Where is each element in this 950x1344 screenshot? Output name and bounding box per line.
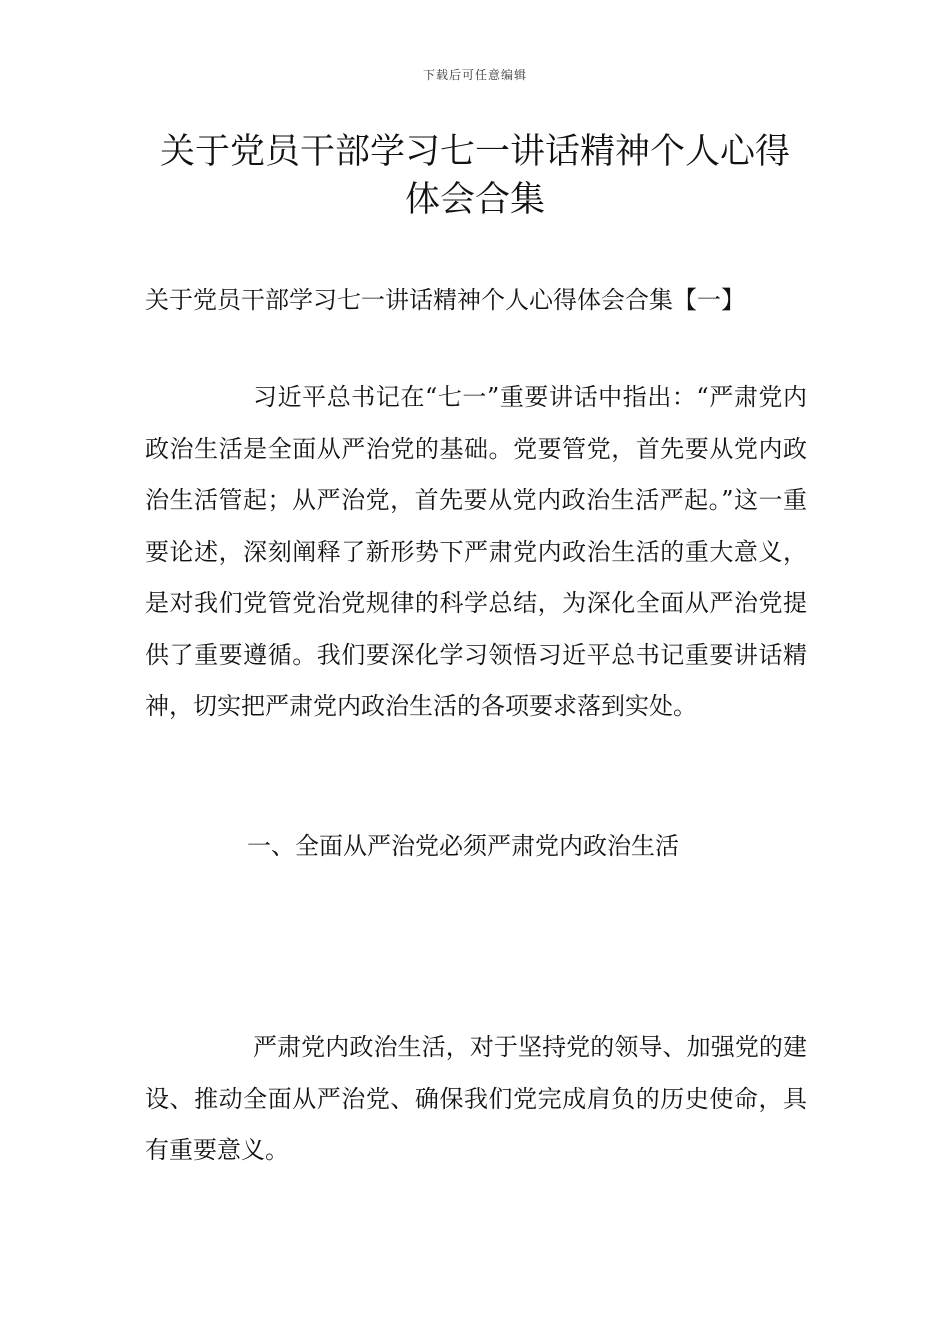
document-subtitle: 关于党员干部学习七一讲话精神个人心得体会合集【一】 — [145, 286, 745, 314]
title-line-1: 关于党员干部学习七一讲话精神个人心得 — [159, 132, 790, 172]
body-paragraph-1: 习近平总书记在“七一”重要讲话中指出：“严肃党内政治生活是全面从严治党的基础。党要管党，首先要从党内政治生活管起；从严治党，首先要从党内政治生活严起。”这一重要论述，深刻阐释了新形势下严肃党内政治生活的重大意义，是对我们党管党治党规律的科学总结，为深化全面从严治党提供了重要遵循。我们要深化学习领悟习近平总书记重要讲话精神，切实把严肃党内政治生活的各项要求落到实处。 — [145, 383, 807, 720]
body-paragraph-2: 严肃党内政治生活，对于坚持党的领导、加强党的建设、推动全面从严治党、确保我们党完成肩负的历史使命，具有重要意义。 — [145, 1033, 807, 1164]
title-line-2: 体会合集 — [404, 180, 545, 220]
header-note: 下载后可任意编辑 — [422, 68, 527, 82]
section-heading: 一、全面从严治党必须严肃党内政治生活 — [247, 832, 679, 860]
document-title — [145, 128, 805, 224]
